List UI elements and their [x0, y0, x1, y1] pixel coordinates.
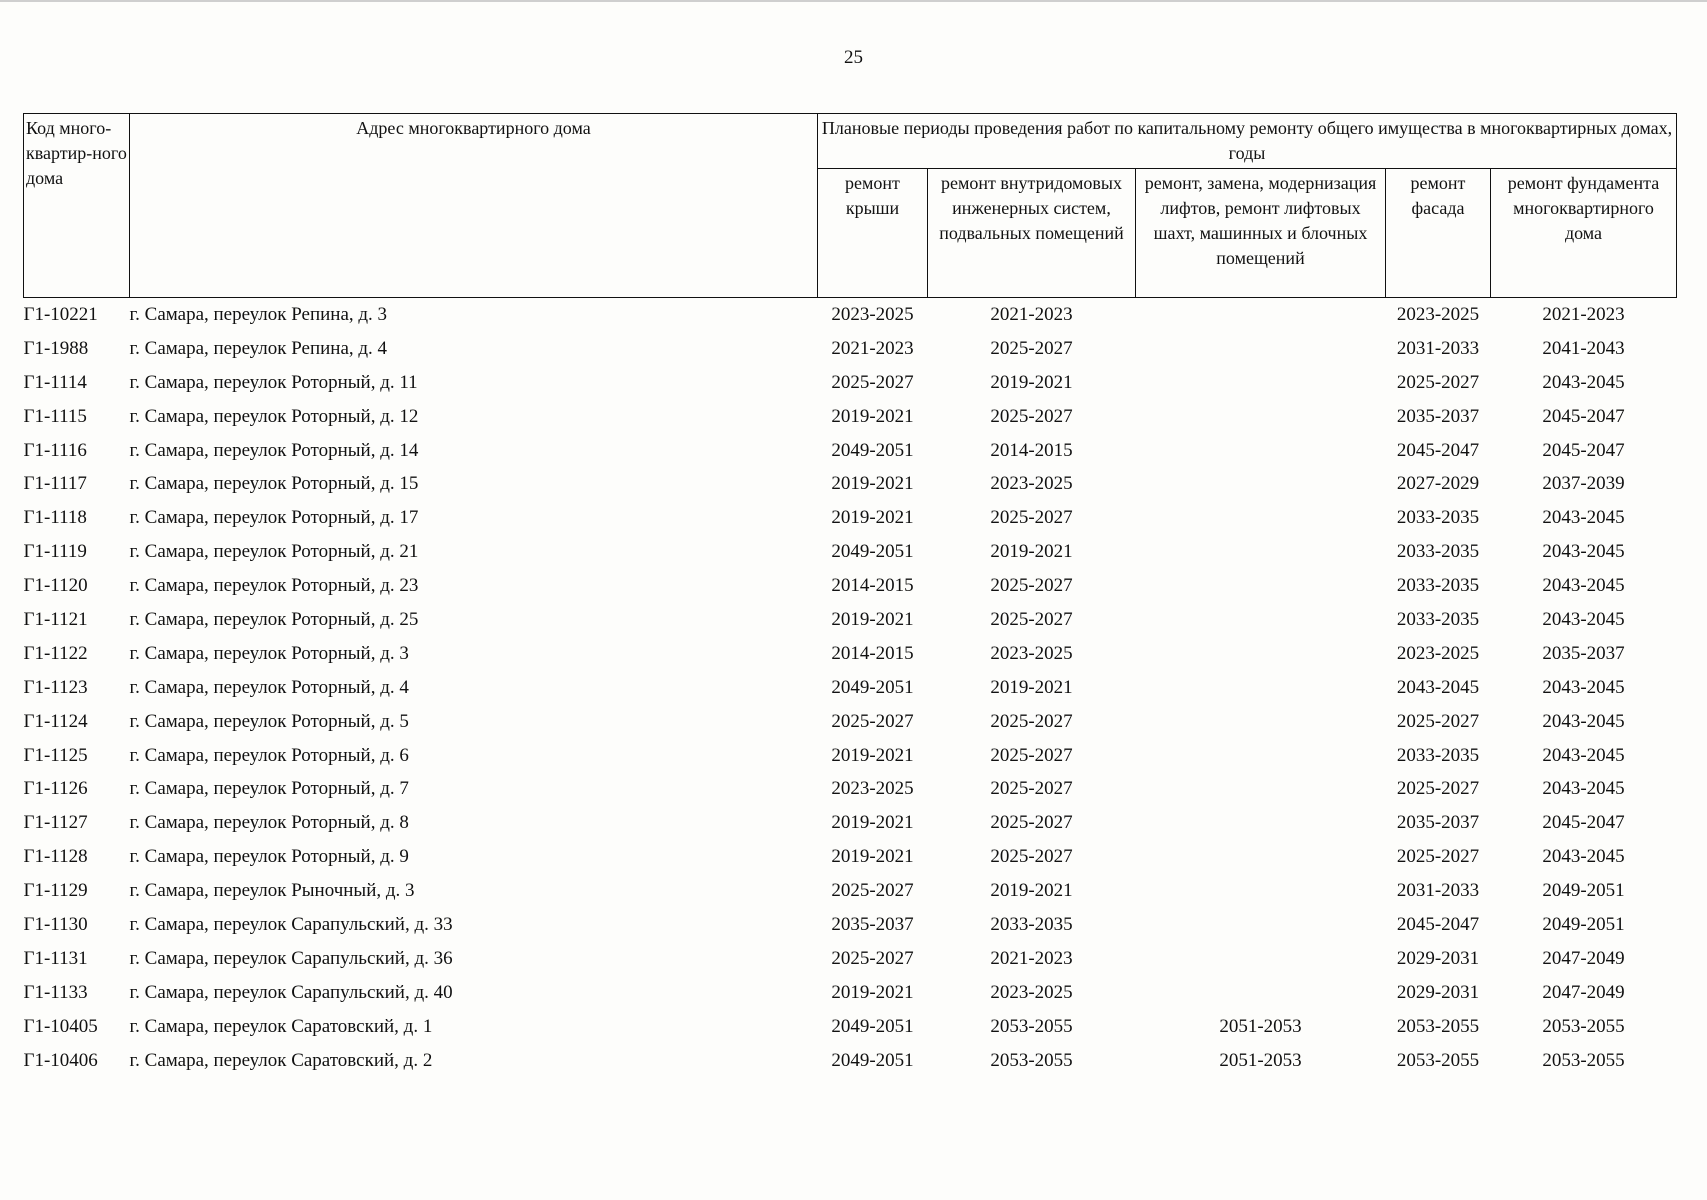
table-row	[24, 1044, 1677, 1078]
cell-lifts	[1136, 501, 1386, 535]
cell-lifts: 2051-2053	[1219, 1015, 1302, 1037]
cell-foundation: 2021-2023	[1542, 303, 1625, 325]
cell-engineering: 2023-2025	[990, 981, 1073, 1003]
cell-roof: 2049-2051	[831, 676, 914, 698]
cell-foundation: 2053-2055	[1542, 1049, 1625, 1071]
cell-lifts	[1136, 569, 1386, 603]
cell-roof: 2023-2025	[831, 778, 914, 800]
cell-code: Г1-1114	[23, 371, 87, 393]
cell-address: г. Самара, переулок Роторный, д. 15	[129, 473, 419, 495]
cell-foundation: 2047-2049	[1542, 981, 1625, 1003]
cell-address: г. Самара, переулок Репина, д. 3	[129, 303, 388, 325]
cell-roof: 2019-2021	[831, 507, 914, 529]
cell-foundation: 2043-2045	[1542, 778, 1625, 800]
cell-facade: 2033-2035	[1396, 541, 1480, 563]
cell-foundation: 2043-2045	[1542, 744, 1625, 766]
cell-roof: 2025-2027	[831, 371, 914, 393]
cell-code: Г1-1116	[23, 439, 87, 461]
cell-roof: 2025-2027	[831, 710, 914, 732]
cell-facade: 2043-2045	[1396, 676, 1480, 698]
cell-address: г. Самара, переулок Роторный, д. 3	[129, 642, 409, 664]
cell-foundation: 2053-2055	[1542, 1015, 1625, 1037]
header-engineering: ремонт внутридомовых инженерных систем, подвальных помещений	[928, 169, 1136, 298]
cell-engineering: 2019-2021	[990, 880, 1073, 902]
cell-engineering: 2021-2023	[990, 303, 1073, 325]
table-row	[24, 874, 1677, 908]
cell-engineering: 2025-2027	[990, 608, 1073, 630]
table-header	[24, 114, 1677, 298]
cell-engineering: 2014-2015	[990, 439, 1073, 461]
cell-lifts	[1136, 705, 1386, 739]
cell-code: Г1-1119	[23, 541, 87, 563]
cell-address: г. Самара, переулок Роторный, д. 6	[129, 744, 409, 766]
table-body	[24, 298, 1677, 1078]
cell-lifts	[1136, 671, 1386, 705]
cell-code: Г1-1988	[23, 337, 89, 359]
cell-foundation: 2049-2051	[1542, 880, 1625, 902]
cell-lifts	[1136, 298, 1386, 332]
table-row	[24, 976, 1677, 1010]
cell-facade: 2053-2055	[1396, 1015, 1480, 1037]
cell-roof: 2019-2021	[831, 981, 914, 1003]
cell-facade: 2045-2047	[1396, 439, 1480, 461]
cell-foundation: 2043-2045	[1542, 371, 1625, 393]
cell-facade: 2033-2035	[1396, 507, 1480, 529]
cell-roof: 2049-2051	[831, 439, 914, 461]
cell-roof: 2019-2021	[831, 608, 914, 630]
cell-lifts	[1136, 908, 1386, 942]
cell-facade: 2053-2055	[1396, 1049, 1480, 1071]
table-row	[24, 671, 1677, 705]
cell-address: г. Самара, переулок Роторный, д. 7	[129, 778, 409, 800]
cell-engineering: 2025-2027	[990, 575, 1073, 597]
cell-address: г. Самара, переулок Роторный, д. 5	[129, 710, 409, 732]
cell-roof: 2014-2015	[831, 575, 914, 597]
table-row	[24, 705, 1677, 739]
cell-lifts	[1136, 366, 1386, 400]
table-row	[24, 332, 1677, 366]
header-code: Код много-квартир-ного дома	[24, 114, 130, 298]
header-address: Адрес многоквартирного дома	[130, 114, 818, 298]
cell-code: Г1-1124	[23, 710, 88, 732]
cell-roof: 2025-2027	[831, 947, 914, 969]
cell-address: г. Самара, переулок Сарапульский, д. 33	[129, 913, 453, 935]
cell-lifts	[1136, 874, 1386, 908]
cell-code: Г1-1125	[23, 744, 88, 766]
cell-address: г. Самара, переулок Саратовский, д. 2	[129, 1049, 433, 1071]
cell-code: Г1-1129	[23, 880, 88, 902]
cell-foundation: 2043-2045	[1542, 507, 1625, 529]
header-roof: ремонт крыши	[818, 169, 928, 298]
cell-engineering: 2021-2023	[990, 947, 1073, 969]
cell-lifts	[1136, 840, 1386, 874]
cell-foundation: 2043-2045	[1542, 541, 1625, 563]
table-row	[24, 603, 1677, 637]
cell-lifts	[1136, 603, 1386, 637]
cell-code: Г1-1127	[23, 812, 88, 834]
cell-foundation: 2043-2045	[1542, 710, 1625, 732]
cell-facade: 2033-2035	[1396, 744, 1480, 766]
cell-address: г. Самара, переулок Репина, д. 4	[129, 337, 388, 359]
cell-address: г. Самара, переулок Роторный, д. 23	[129, 575, 419, 597]
cell-code: Г1-1133	[23, 981, 88, 1003]
repair-schedule-table	[23, 113, 1677, 1077]
scan-edge	[0, 0, 1707, 2]
cell-roof: 2035-2037	[831, 913, 914, 935]
cell-lifts	[1136, 637, 1386, 671]
cell-code: Г1-10405	[23, 1015, 98, 1037]
cell-facade: 2023-2025	[1396, 642, 1480, 664]
cell-facade: 2045-2047	[1396, 913, 1480, 935]
cell-address: г. Самара, переулок Роторный, д. 8	[129, 812, 409, 834]
cell-facade: 2025-2027	[1396, 371, 1480, 393]
cell-facade: 2025-2027	[1396, 846, 1480, 868]
cell-facade: 2029-2031	[1396, 947, 1480, 969]
cell-code: Г1-1118	[23, 507, 87, 529]
cell-foundation: 2045-2047	[1542, 439, 1625, 461]
cell-foundation: 2045-2047	[1542, 812, 1625, 834]
cell-code: Г1-1131	[23, 947, 88, 969]
cell-facade: 2033-2035	[1396, 575, 1480, 597]
cell-address: г. Самара, переулок Роторный, д. 11	[129, 371, 418, 393]
table-row	[24, 637, 1677, 671]
table-row	[24, 772, 1677, 806]
cell-engineering: 2033-2035	[990, 913, 1073, 935]
cell-lifts	[1136, 535, 1386, 569]
cell-engineering: 2025-2027	[990, 846, 1073, 868]
cell-roof: 2019-2021	[831, 812, 914, 834]
cell-roof: 2019-2021	[831, 405, 914, 427]
cell-foundation: 2047-2049	[1542, 947, 1625, 969]
cell-engineering: 2025-2027	[990, 507, 1073, 529]
cell-address: г. Самара, переулок Саратовский, д. 1	[129, 1015, 433, 1037]
cell-engineering: 2025-2027	[990, 812, 1073, 834]
cell-engineering: 2025-2027	[990, 744, 1073, 766]
cell-engineering: 2019-2021	[990, 371, 1073, 393]
cell-facade: 2033-2035	[1396, 608, 1480, 630]
cell-roof: 2019-2021	[831, 846, 914, 868]
cell-code: Г1-1126	[23, 778, 88, 800]
cell-foundation: 2043-2045	[1542, 608, 1625, 630]
cell-facade: 2031-2033	[1396, 337, 1480, 359]
cell-lifts	[1136, 976, 1386, 1010]
table-row	[24, 908, 1677, 942]
cell-engineering: 2019-2021	[990, 676, 1073, 698]
cell-facade: 2029-2031	[1396, 981, 1480, 1003]
cell-roof: 2023-2025	[831, 303, 914, 325]
cell-engineering: 2053-2055	[990, 1015, 1073, 1037]
cell-address: г. Самара, переулок Сарапульский, д. 36	[129, 947, 453, 969]
cell-roof: 2014-2015	[831, 642, 914, 664]
header-planned-periods: Плановые периоды проведения работ по капитальному ремонту общего имущества в многоквартирных домах, годы	[818, 114, 1677, 169]
cell-engineering: 2023-2025	[990, 642, 1073, 664]
table-row	[24, 298, 1677, 332]
table-row	[24, 366, 1677, 400]
cell-address: г. Самара, переулок Роторный, д. 12	[129, 405, 419, 427]
cell-lifts	[1136, 434, 1386, 468]
cell-code: Г1-1128	[23, 846, 88, 868]
cell-code: Г1-10221	[23, 303, 98, 325]
cell-code: Г1-1121	[23, 608, 88, 630]
table-row	[24, 942, 1677, 976]
cell-address: г. Самара, переулок Роторный, д. 4	[129, 676, 409, 698]
cell-foundation: 2037-2039	[1542, 473, 1625, 495]
table-row	[24, 1010, 1677, 1044]
cell-facade: 2031-2033	[1396, 880, 1480, 902]
cell-lifts: 2051-2053	[1219, 1049, 1302, 1071]
table-row	[24, 739, 1677, 773]
cell-foundation: 2043-2045	[1542, 846, 1625, 868]
cell-code: Г1-1123	[23, 676, 88, 698]
cell-roof: 2019-2021	[831, 473, 914, 495]
cell-facade: 2027-2029	[1396, 473, 1480, 495]
cell-facade: 2035-2037	[1396, 405, 1480, 427]
cell-code: Г1-10406	[23, 1049, 98, 1071]
cell-lifts	[1136, 806, 1386, 840]
cell-roof: 2021-2023	[831, 337, 914, 359]
cell-lifts	[1136, 467, 1386, 501]
table-row	[24, 400, 1677, 434]
table-row	[24, 535, 1677, 569]
cell-code: Г1-1130	[23, 913, 88, 935]
header-facade: ремонт фасада	[1386, 169, 1491, 298]
cell-address: г. Самара, переулок Роторный, д. 9	[129, 846, 409, 868]
cell-code: Г1-1115	[23, 405, 87, 427]
cell-roof: 2049-2051	[831, 1049, 914, 1071]
cell-lifts	[1136, 400, 1386, 434]
cell-facade: 2023-2025	[1396, 303, 1480, 325]
cell-lifts	[1136, 332, 1386, 366]
cell-roof: 2019-2021	[831, 744, 914, 766]
cell-lifts	[1136, 772, 1386, 806]
cell-facade: 2035-2037	[1396, 812, 1480, 834]
cell-address: г. Самара, переулок Роторный, д. 14	[129, 439, 419, 461]
cell-engineering: 2025-2027	[990, 337, 1073, 359]
cell-code: Г1-1122	[23, 642, 88, 664]
cell-engineering: 2019-2021	[990, 541, 1073, 563]
cell-engineering: 2025-2027	[990, 710, 1073, 732]
cell-engineering: 2025-2027	[990, 405, 1073, 427]
table-row	[24, 501, 1677, 535]
table-row	[24, 467, 1677, 501]
cell-lifts	[1136, 942, 1386, 976]
cell-code: Г1-1117	[23, 473, 87, 495]
cell-engineering: 2023-2025	[990, 473, 1073, 495]
cell-code: Г1-1120	[23, 575, 88, 597]
cell-address: г. Самара, переулок Сарапульский, д. 40	[129, 981, 453, 1003]
page-number: 25	[844, 47, 863, 68]
cell-address: г. Самара, переулок Роторный, д. 21	[129, 541, 419, 563]
table-row	[24, 806, 1677, 840]
cell-lifts	[1136, 739, 1386, 773]
cell-roof: 2049-2051	[831, 541, 914, 563]
cell-engineering: 2025-2027	[990, 778, 1073, 800]
cell-address: г. Самара, переулок Роторный, д. 17	[129, 507, 419, 529]
header-foundation: ремонт фундамента многоквартирного дома	[1491, 169, 1677, 298]
cell-foundation: 2049-2051	[1542, 913, 1625, 935]
table-row	[24, 569, 1677, 603]
cell-foundation: 2035-2037	[1542, 642, 1625, 664]
cell-address: г. Самара, переулок Роторный, д. 25	[129, 608, 419, 630]
cell-foundation: 2045-2047	[1542, 405, 1625, 427]
cell-foundation: 2041-2043	[1542, 337, 1625, 359]
table-row	[24, 434, 1677, 468]
header-lifts: ремонт, замена, модернизация лифтов, ремонт лифтовых шахт, машинных и блочных помещений	[1136, 169, 1386, 298]
cell-roof: 2025-2027	[831, 880, 914, 902]
cell-foundation: 2043-2045	[1542, 676, 1625, 698]
cell-roof: 2049-2051	[831, 1015, 914, 1037]
table-row	[24, 840, 1677, 874]
cell-facade: 2025-2027	[1396, 778, 1480, 800]
cell-engineering: 2053-2055	[990, 1049, 1073, 1071]
cell-facade: 2025-2027	[1396, 710, 1480, 732]
cell-foundation: 2043-2045	[1542, 575, 1625, 597]
cell-address: г. Самара, переулок Рыночный, д. 3	[129, 880, 415, 902]
